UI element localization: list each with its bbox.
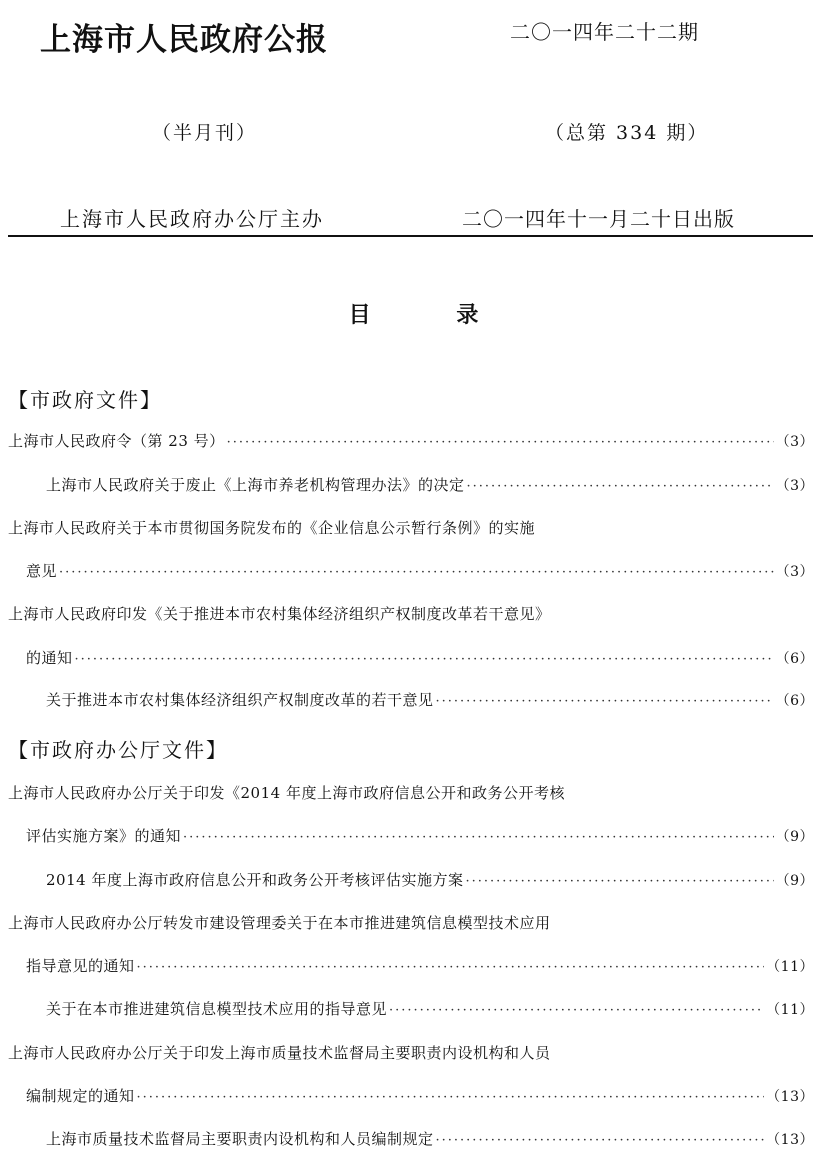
- dot-leader: [436, 1133, 765, 1148]
- toc-entry[interactable]: [46, 998, 814, 1020]
- toc-entry[interactable]: [8, 517, 814, 539]
- toc-entry[interactable]: [46, 1128, 814, 1150]
- toc-entry[interactable]: [26, 825, 814, 847]
- toc-entry-title: 评估实施方案》的通知: [26, 827, 182, 845]
- toc-page-number: （3）: [775, 478, 814, 494]
- toc-page-number: （6）: [775, 693, 814, 709]
- dot-leader: [75, 652, 774, 667]
- toc-page-number: （3）: [775, 434, 814, 450]
- toc-entry[interactable]: [46, 869, 814, 891]
- toc-entry[interactable]: [8, 430, 814, 452]
- toc-entry-title: 上海市人民政府印发《关于推进本市农村集体经济组织产权制度改革若干意见》: [8, 605, 551, 623]
- toc-page-number: （11）: [766, 1002, 814, 1018]
- toc-entry-title: 上海市人民政府办公厅关于印发上海市质量技术监督局主要职责内设机构和人员: [8, 1044, 551, 1062]
- toc-entry[interactable]: [8, 603, 814, 625]
- toc-page-number: （11）: [766, 959, 814, 975]
- toc-entry[interactable]: [46, 474, 814, 496]
- toc-page-number: （9）: [775, 873, 814, 889]
- dot-leader: [227, 435, 774, 450]
- toc-entry[interactable]: [8, 782, 814, 804]
- toc-entry[interactable]: [26, 1085, 814, 1107]
- toc-entry[interactable]: [26, 955, 814, 977]
- toc-entry-title: 上海市质量技术监督局主要职责内设机构和人员编制规定: [46, 1130, 434, 1148]
- sponsor-line: 上海市人民政府办公厅主办: [60, 207, 324, 231]
- toc-entry-title: 指导意见的通知: [26, 957, 135, 975]
- toc-page-number: （9）: [775, 829, 814, 845]
- publication-frequency: （半月刊）: [152, 122, 258, 144]
- toc-entry-title: 上海市人民政府关于本市贯彻国务院发布的《企业信息公示暂行条例》的实施: [8, 519, 536, 537]
- dot-leader: [465, 874, 773, 889]
- total-issue-number: （总第 334 期）: [545, 122, 709, 144]
- dot-leader: [137, 1090, 765, 1105]
- issue-number: 二〇一四年二十二期: [510, 20, 699, 44]
- toc-entry-title: 的通知: [26, 649, 73, 667]
- dot-leader: [183, 830, 774, 845]
- toc-page-number: （6）: [775, 651, 814, 667]
- toc-entry-title: 2014 年度上海市政府信息公开和政务公开考核评估实施方案: [46, 871, 464, 889]
- toc-entry-title: 上海市人民政府关于废止《上海市养老机构管理办法》的决定: [46, 476, 465, 494]
- toc-entry-title: 意见: [26, 562, 58, 580]
- toc-page-number: （3）: [775, 564, 814, 580]
- toc-entry[interactable]: [26, 647, 814, 669]
- toc-entry[interactable]: [26, 560, 814, 582]
- dot-leader: [389, 1003, 764, 1018]
- dot-leader: [137, 960, 765, 975]
- toc-entry[interactable]: [46, 689, 814, 711]
- publish-date: 二〇一四年十一月二十日出版: [462, 207, 735, 231]
- toc-entry-title: 编制规定的通知: [26, 1087, 135, 1105]
- toc-entry-title: 上海市人民政府办公厅关于印发《2014 年度上海市政府信息公开和政务公开考核: [8, 784, 565, 802]
- toc-page-number: （13）: [766, 1089, 814, 1105]
- dot-leader: [436, 694, 774, 709]
- dot-leader: [467, 479, 774, 494]
- toc-entry[interactable]: [8, 1042, 814, 1064]
- toc-entry-title: 上海市人民政府办公厅转发市建设管理委关于在本市推进建筑信息模型技术应用: [8, 914, 551, 932]
- toc-page-number: （13）: [766, 1132, 814, 1148]
- toc-heading: 目 录: [348, 303, 479, 328]
- dot-leader: [59, 565, 774, 580]
- toc-entry-title: 关于推进本市农村集体经济组织产权制度改革的若干意见: [46, 691, 434, 709]
- toc-section-heading: 【市政府文件】: [8, 388, 162, 412]
- masthead-divider: [8, 235, 813, 237]
- toc-entry-title: 上海市人民政府令（第 23 号）: [8, 432, 225, 450]
- toc-entry-title: 关于在本市推进建筑信息模型技术应用的指导意见: [46, 1000, 388, 1018]
- toc-entry[interactable]: [8, 912, 814, 934]
- toc-section-heading: 【市政府办公厅文件】: [8, 738, 228, 762]
- masthead-title: 上海市人民政府公报: [40, 22, 328, 58]
